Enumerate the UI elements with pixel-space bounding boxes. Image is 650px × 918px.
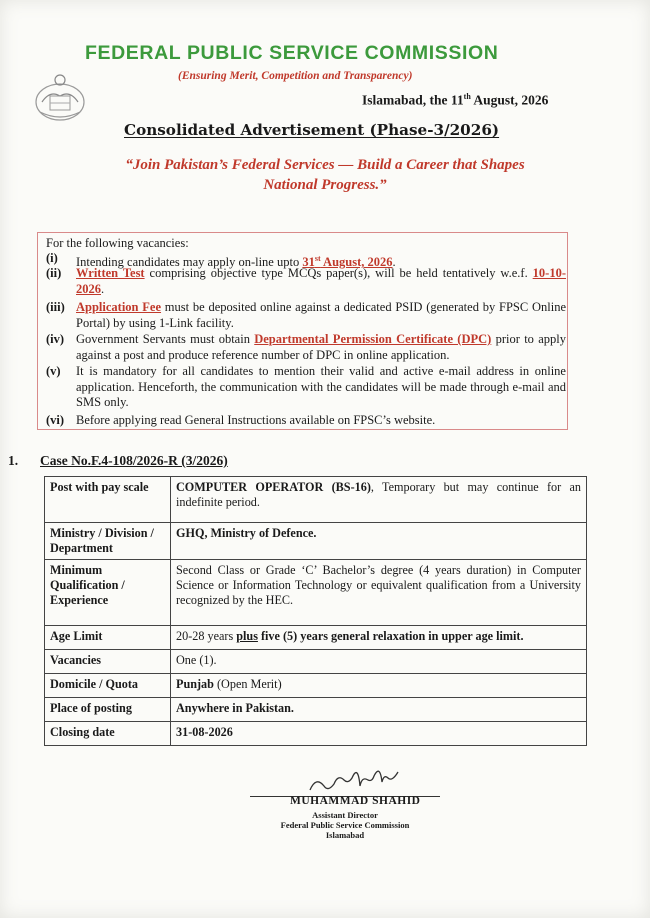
signature-scribble-icon	[300, 768, 420, 798]
row-value: Second Class or Grade ‘C’ Bachelor’s degree (4 years duration) in Computer Science or Information Technology or equivalent qualification from a University recognized by the HEC.	[171, 560, 587, 626]
table-row	[45, 626, 587, 650]
table-row	[45, 477, 587, 523]
row-value: 31-08-2026	[171, 722, 587, 746]
case-number: 1. Case No.F.4-108/2026-R (3/2026)	[8, 453, 228, 468]
row-value: Anywhere in Pakistan.	[171, 698, 587, 722]
org-name: FEDERAL PUBLIC SERVICE COMMISSION	[85, 42, 499, 64]
row-key: Place of posting	[45, 698, 171, 722]
notice-item-5: (v) It is mandatory for all candidates to mention their valid and active e-mail address in online application. Henceforth, the communication with the candidates will be made through e-mail and SMS only.	[46, 364, 566, 409]
issue-date: Islamabad, the 11th August, 2026	[362, 92, 549, 108]
row-key: Ministry / Division / Department	[45, 523, 171, 560]
signatory-role: Assistant Director Federal Public Service Commission Islamabad	[280, 810, 410, 840]
row-value: GHQ, Ministry of Defence.	[171, 523, 587, 560]
notice-intro: For the following vacancies:	[46, 236, 189, 250]
row-value: 20-28 years plus five (5) years general relaxation in upper age limit.	[171, 626, 587, 650]
notice-item-4: (iv) Government Servants must obtain Departmental Permission Certificate (DPC) prior to apply against a post and produce reference number of DPC in online application.	[46, 332, 566, 362]
table-row	[45, 523, 587, 560]
row-value: Punjab (Open Merit)	[171, 674, 587, 698]
row-key: Vacancies	[45, 650, 171, 674]
slogan: “Join Pakistan’s Federal Services — Build a Career that Shapes National Progress.”	[125, 157, 525, 193]
notice-item-6: (vi) Before applying read General Instructions available on FPSC’s website.	[46, 413, 436, 427]
row-key: Closing date	[45, 722, 171, 746]
table-row	[45, 560, 587, 626]
fpsc-emblem-icon	[30, 72, 90, 124]
signatory-name: MUHAMMAD SHAHID	[290, 795, 421, 807]
row-key: Post with pay scale	[45, 477, 171, 523]
notice-item-2: (ii) Written Test comprising objective type MCQs paper(s), will be held tentatively w.e.f. 10-10-2026.	[46, 266, 566, 296]
table-row	[45, 674, 587, 698]
row-value: One (1).	[171, 650, 587, 674]
advertisement-title: Consolidated Advertisement (Phase-3/2026)	[124, 121, 500, 139]
row-key: Age Limit	[45, 626, 171, 650]
notice-item-3: (iii) Application Fee must be deposited online against a dedicated PSID (generated by FPSC Online Portal) by using 1-Link facility.	[46, 300, 566, 330]
org-tagline: (Ensuring Merit, Competition and Transparency)	[178, 70, 413, 82]
notice-item-1: (i) Intending candidates may apply on-line upto 31st August, 2026.	[46, 251, 396, 270]
vacancy-details-table	[44, 476, 587, 746]
case-label: Case No.F.4-108/2026-R (3/2026)	[40, 453, 228, 468]
row-key: Domicile / Quota	[45, 674, 171, 698]
table-row	[45, 650, 587, 674]
row-key: Minimum Qualification / Experience	[45, 560, 171, 626]
row-value: COMPUTER OPERATOR (BS-16), Temporary but may continue for an indefinite period.	[171, 477, 587, 523]
table-row	[45, 698, 587, 722]
table-row	[45, 722, 587, 746]
